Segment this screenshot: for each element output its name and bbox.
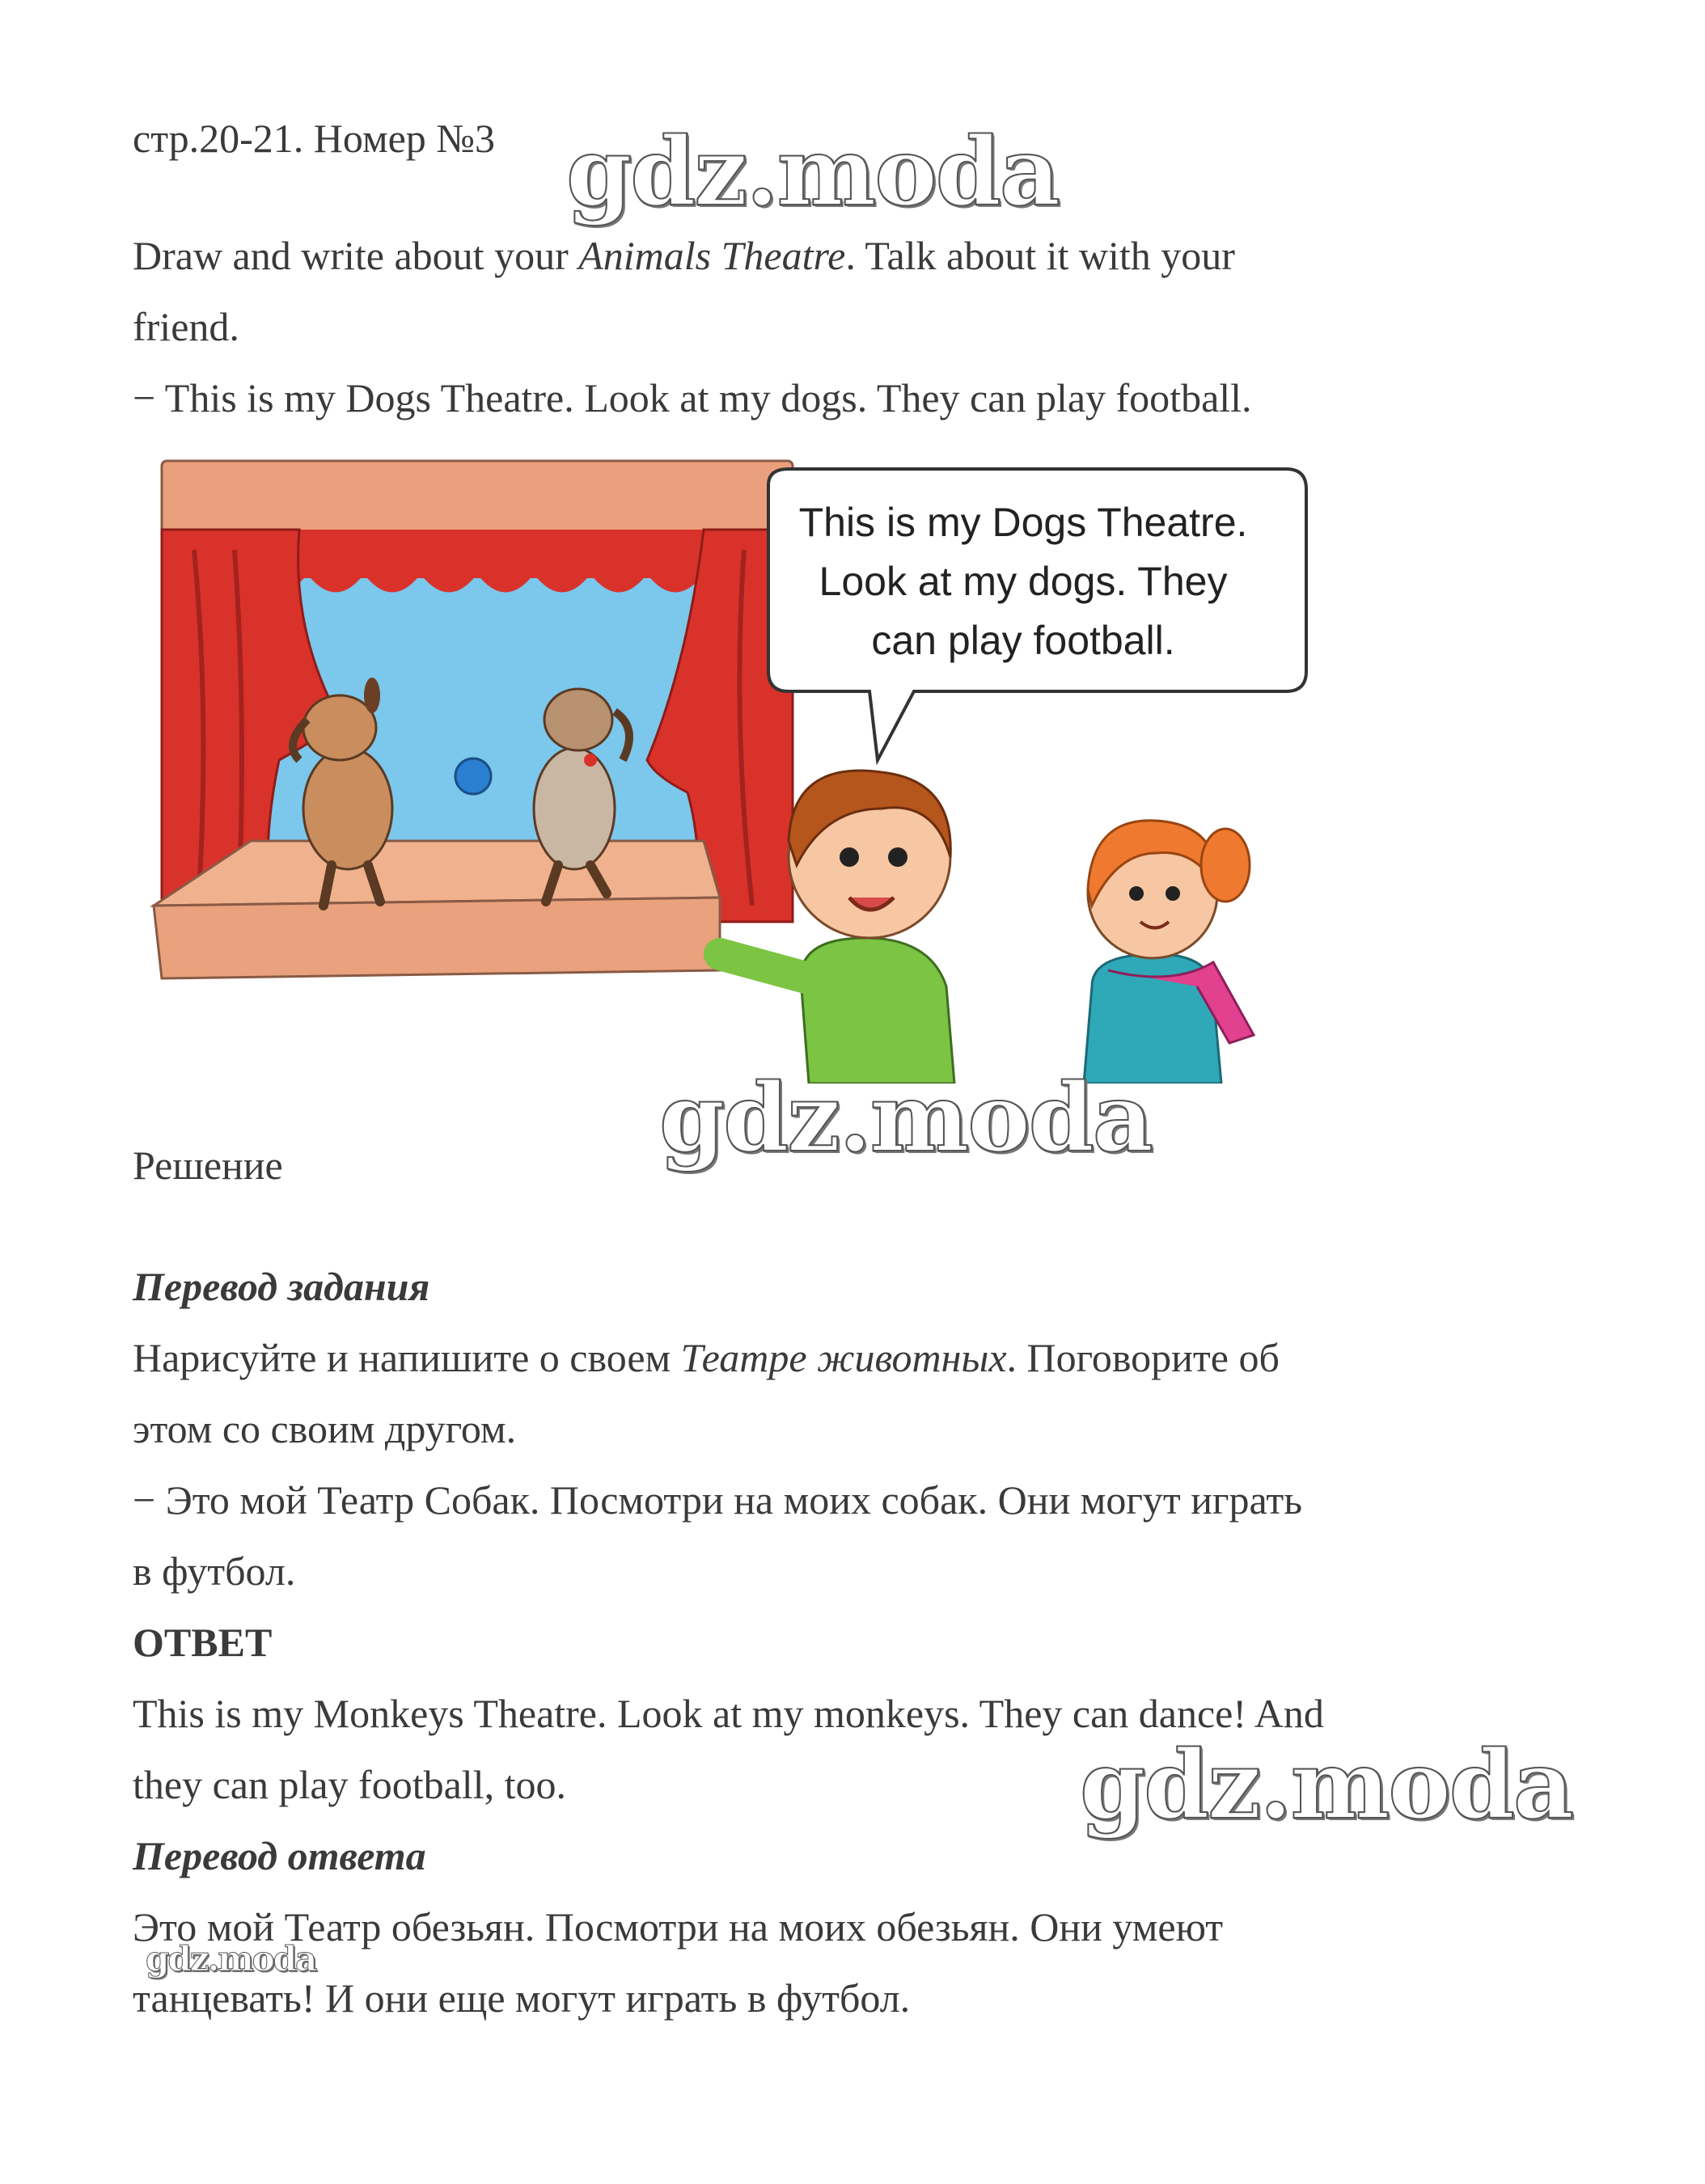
watermark: gdz.moda xyxy=(566,117,1059,227)
answer-translation-line-1: Это мой Театр обезьян. Посмотри на моих обезьян. Они умеют xyxy=(133,1904,1224,1950)
speech-line-3: can play football. xyxy=(871,618,1175,663)
speech-line-1: This is my Dogs Theatre. xyxy=(798,500,1248,545)
watermark: gdz.moda xyxy=(1080,1730,1572,1840)
translation-italic: Театре животных xyxy=(680,1335,1007,1380)
ball xyxy=(455,758,491,794)
answer-heading: ОТВЕТ xyxy=(133,1620,273,1665)
theatre-top xyxy=(162,461,793,534)
solution-label: Решение xyxy=(133,1143,283,1188)
theatre-stage xyxy=(154,461,793,978)
page-header: стр.20-21. Номер №3 xyxy=(133,116,495,161)
task-line-2: friend. xyxy=(133,304,239,349)
task-text-end: . Talk about it with your xyxy=(845,233,1235,278)
speech-bubble-text xyxy=(748,493,1298,670)
answer-translation-heading: Перевод ответа xyxy=(133,1833,426,1878)
translation-line-2: этом со своим другом. xyxy=(133,1406,517,1451)
answer-translation-line-2: танцевать! И они еще могут играть в футбол. xyxy=(133,1975,911,2021)
speech-line-2: Look at my dogs. They xyxy=(819,559,1228,604)
translation-text-end: . Поговорите об xyxy=(1006,1335,1280,1380)
answer-line-2: they can play football, too. xyxy=(133,1762,566,1807)
translation-heading: Перевод задания xyxy=(133,1264,430,1309)
translation-line-1 xyxy=(133,1333,1280,1383)
translation-text: Нарисуйте и напишите о своем xyxy=(133,1335,681,1380)
task-italic: Animals Theatre xyxy=(578,233,846,278)
stage-floor xyxy=(154,841,720,906)
translation-line-3: − Это мой Театр Собак. Посмотри на моих собак. Они могут играть xyxy=(133,1477,1303,1523)
task-text: Draw and write about your xyxy=(133,233,579,278)
task-example: − This is my Dogs Theatre. Look at my dogs. They can play football. xyxy=(133,375,1252,420)
translation-line-4: в футбол. xyxy=(133,1548,296,1594)
watermark: gdz.moda xyxy=(659,1063,1152,1173)
task-line-1 xyxy=(133,230,1235,281)
watermark-small: gdz.moda xyxy=(146,1939,316,1979)
answer-line-1: This is my Monkeys Theatre. Look at my monkeys. They can dance! And xyxy=(133,1691,1324,1736)
girl xyxy=(1084,821,1254,1084)
